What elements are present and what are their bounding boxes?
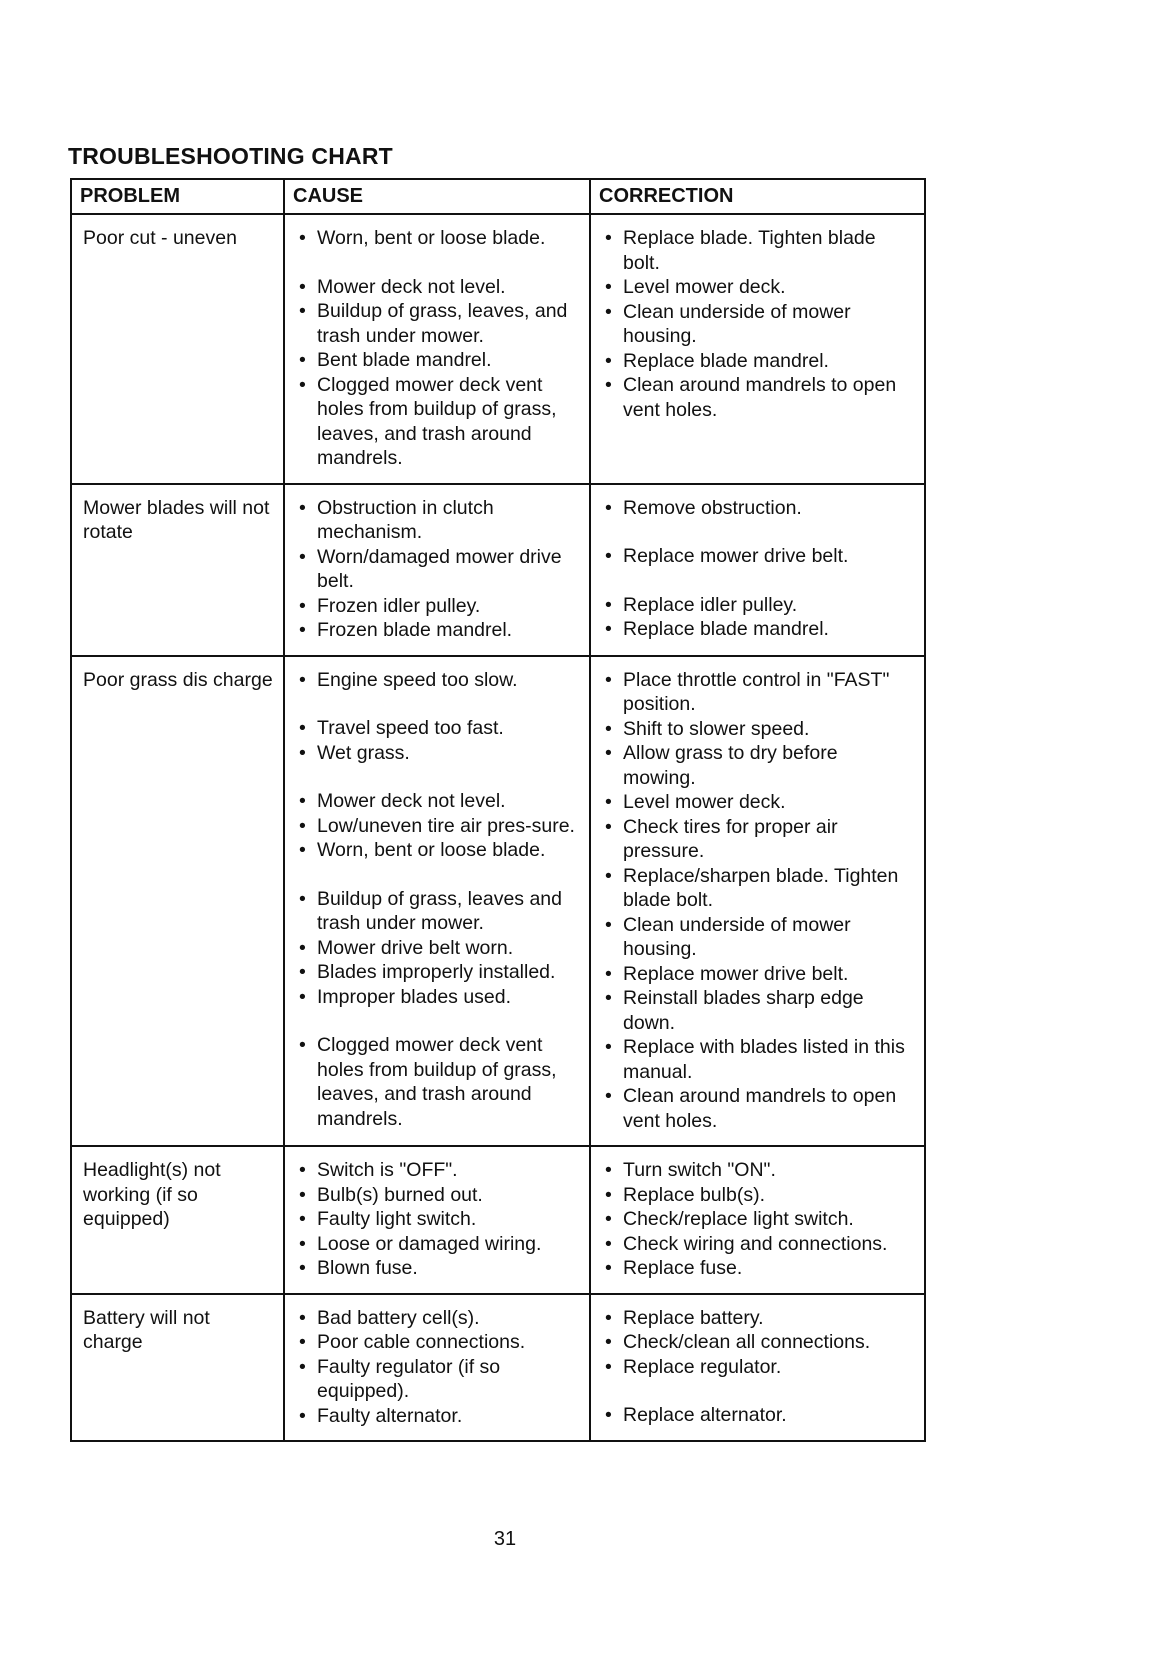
correction-list	[601, 226, 914, 422]
correction-item: • Replace regulator.	[601, 1355, 914, 1380]
cause-item: • Blades improperly installed.	[295, 960, 579, 985]
cause-cell	[284, 1146, 590, 1294]
cause-item: • Bent blade mandrel.	[295, 348, 579, 373]
correction-item: • Replace mower drive belt.	[601, 962, 914, 987]
troubleshooting-table	[70, 178, 926, 1442]
page-number: 31	[493, 1528, 517, 1550]
cause-item: • Clogged mower deck vent holes from buildup of grass, leaves, and trash around mandrels.	[295, 373, 579, 471]
correction-item: • Replace alternator.	[601, 1403, 914, 1428]
header-problem: PROBLEM	[71, 179, 284, 214]
cause-item: • Worn, bent or loose blade.	[295, 838, 579, 863]
cause-cell	[284, 484, 590, 656]
correction-item: • Clean underside of mower housing.	[601, 913, 914, 962]
cause-item: • Switch is "OFF".	[295, 1158, 579, 1183]
correction-item: • Check/clean all connections.	[601, 1330, 914, 1355]
correction-item: • Reinstall blades sharp edge down.	[601, 986, 914, 1035]
cause-item: • Blown fuse.	[295, 1256, 579, 1281]
correction-item: • Check/replace light switch.	[601, 1207, 914, 1232]
correction-item: • Remove obstruction.	[601, 496, 914, 521]
problem-cell: Mower blades will not rotate	[71, 484, 284, 656]
table-row	[71, 1146, 925, 1294]
cause-cell	[284, 1294, 590, 1442]
problem-cell: Poor cut - uneven	[71, 214, 284, 484]
cause-item: • Faulty light switch.	[295, 1207, 579, 1232]
cause-item: • Frozen blade mandrel.	[295, 618, 579, 643]
cause-list	[295, 496, 579, 643]
cause-item: • Mower deck not level.	[295, 789, 579, 814]
cause-item: • Faulty alternator.	[295, 1404, 579, 1429]
cause-cell	[284, 214, 590, 484]
correction-item: • Clean around mandrels to open vent holes.	[601, 373, 914, 422]
correction-cell	[590, 656, 925, 1147]
cause-item: • Buildup of grass, leaves and trash under mower.	[295, 887, 579, 936]
correction-item: • Turn switch "ON".	[601, 1158, 914, 1183]
problem-cell: Poor grass dis charge	[71, 656, 284, 1147]
cause-item: • Travel speed too fast.	[295, 716, 579, 741]
correction-item: • Replace/sharpen blade. Tighten blade bolt.	[601, 864, 914, 913]
correction-list	[601, 496, 914, 642]
page-title: TROUBLESHOOTING CHART	[68, 143, 393, 169]
correction-item: • Replace idler pulley.	[601, 593, 914, 618]
correction-item: • Level mower deck.	[601, 275, 914, 300]
problem-cell: Headlight(s) not working (if so equipped)	[71, 1146, 284, 1294]
cause-item: • Clogged mower deck vent holes from buildup of grass, leaves, and trash around mandrels.	[295, 1033, 579, 1131]
correction-item: • Replace mower drive belt.	[601, 544, 914, 569]
cause-item: • Bulb(s) burned out.	[295, 1183, 579, 1208]
table-row	[71, 214, 925, 484]
correction-list	[601, 1158, 914, 1281]
cause-item: • Mower drive belt worn.	[295, 936, 579, 961]
cause-item: • Bad battery cell(s).	[295, 1306, 579, 1331]
cause-list	[295, 226, 579, 471]
correction-list	[601, 668, 914, 1134]
correction-item: • Replace fuse.	[601, 1256, 914, 1281]
correction-item: • Replace blade mandrel.	[601, 617, 914, 642]
cause-item: • Loose or damaged wiring.	[295, 1232, 579, 1257]
correction-item: • Check wiring and connections.	[601, 1232, 914, 1257]
cause-list	[295, 668, 579, 1132]
correction-item: • Check tires for proper air pressure.	[601, 815, 914, 864]
correction-cell	[590, 1294, 925, 1442]
correction-item: • Replace battery.	[601, 1306, 914, 1331]
header-row	[71, 179, 925, 214]
correction-item: • Clean underside of mower housing.	[601, 300, 914, 349]
cause-cell	[284, 656, 590, 1147]
problem-cell: Battery will not charge	[71, 1294, 284, 1442]
correction-item: • Allow grass to dry before mowing.	[601, 741, 914, 790]
correction-item: • Replace bulb(s).	[601, 1183, 914, 1208]
table-row	[71, 656, 925, 1147]
correction-item: • Level mower deck.	[601, 790, 914, 815]
cause-item: • Obstruction in clutch mechanism.	[295, 496, 579, 545]
correction-item: • Place throttle control in "FAST" position.	[601, 668, 914, 717]
cause-item: • Frozen idler pulley.	[295, 594, 579, 619]
correction-item: • Clean around mandrels to open vent holes.	[601, 1084, 914, 1133]
cause-item: • Mower deck not level.	[295, 275, 579, 300]
correction-item: • Shift to slower speed.	[601, 717, 914, 742]
table-row	[71, 484, 925, 656]
correction-cell	[590, 1146, 925, 1294]
cause-item: • Worn, bent or loose blade.	[295, 226, 579, 251]
correction-item: • Replace blade. Tighten blade bolt.	[601, 226, 914, 275]
cause-item: • Low/uneven tire air pres-sure.	[295, 814, 579, 839]
correction-list	[601, 1306, 914, 1428]
correction-cell	[590, 214, 925, 484]
cause-list	[295, 1306, 579, 1429]
header-cause: CAUSE	[284, 179, 590, 214]
cause-item: • Worn/damaged mower drive belt.	[295, 545, 579, 594]
correction-item: • Replace blade mandrel.	[601, 349, 914, 374]
cause-list	[295, 1158, 579, 1281]
troubleshooting-chart	[70, 178, 924, 1442]
cause-item: • Engine speed too slow.	[295, 668, 579, 693]
cause-item: • Wet grass.	[295, 741, 579, 766]
cause-item: • Improper blades used.	[295, 985, 579, 1010]
cause-item: • Poor cable connections.	[295, 1330, 579, 1355]
correction-item: • Replace with blades listed in this manual.	[601, 1035, 914, 1084]
cause-item: • Buildup of grass, leaves, and trash under mower.	[295, 299, 579, 348]
correction-cell	[590, 484, 925, 656]
header-correction: CORRECTION	[590, 179, 925, 214]
table-row	[71, 1294, 925, 1442]
cause-item: • Faulty regulator (if so equipped).	[295, 1355, 579, 1404]
